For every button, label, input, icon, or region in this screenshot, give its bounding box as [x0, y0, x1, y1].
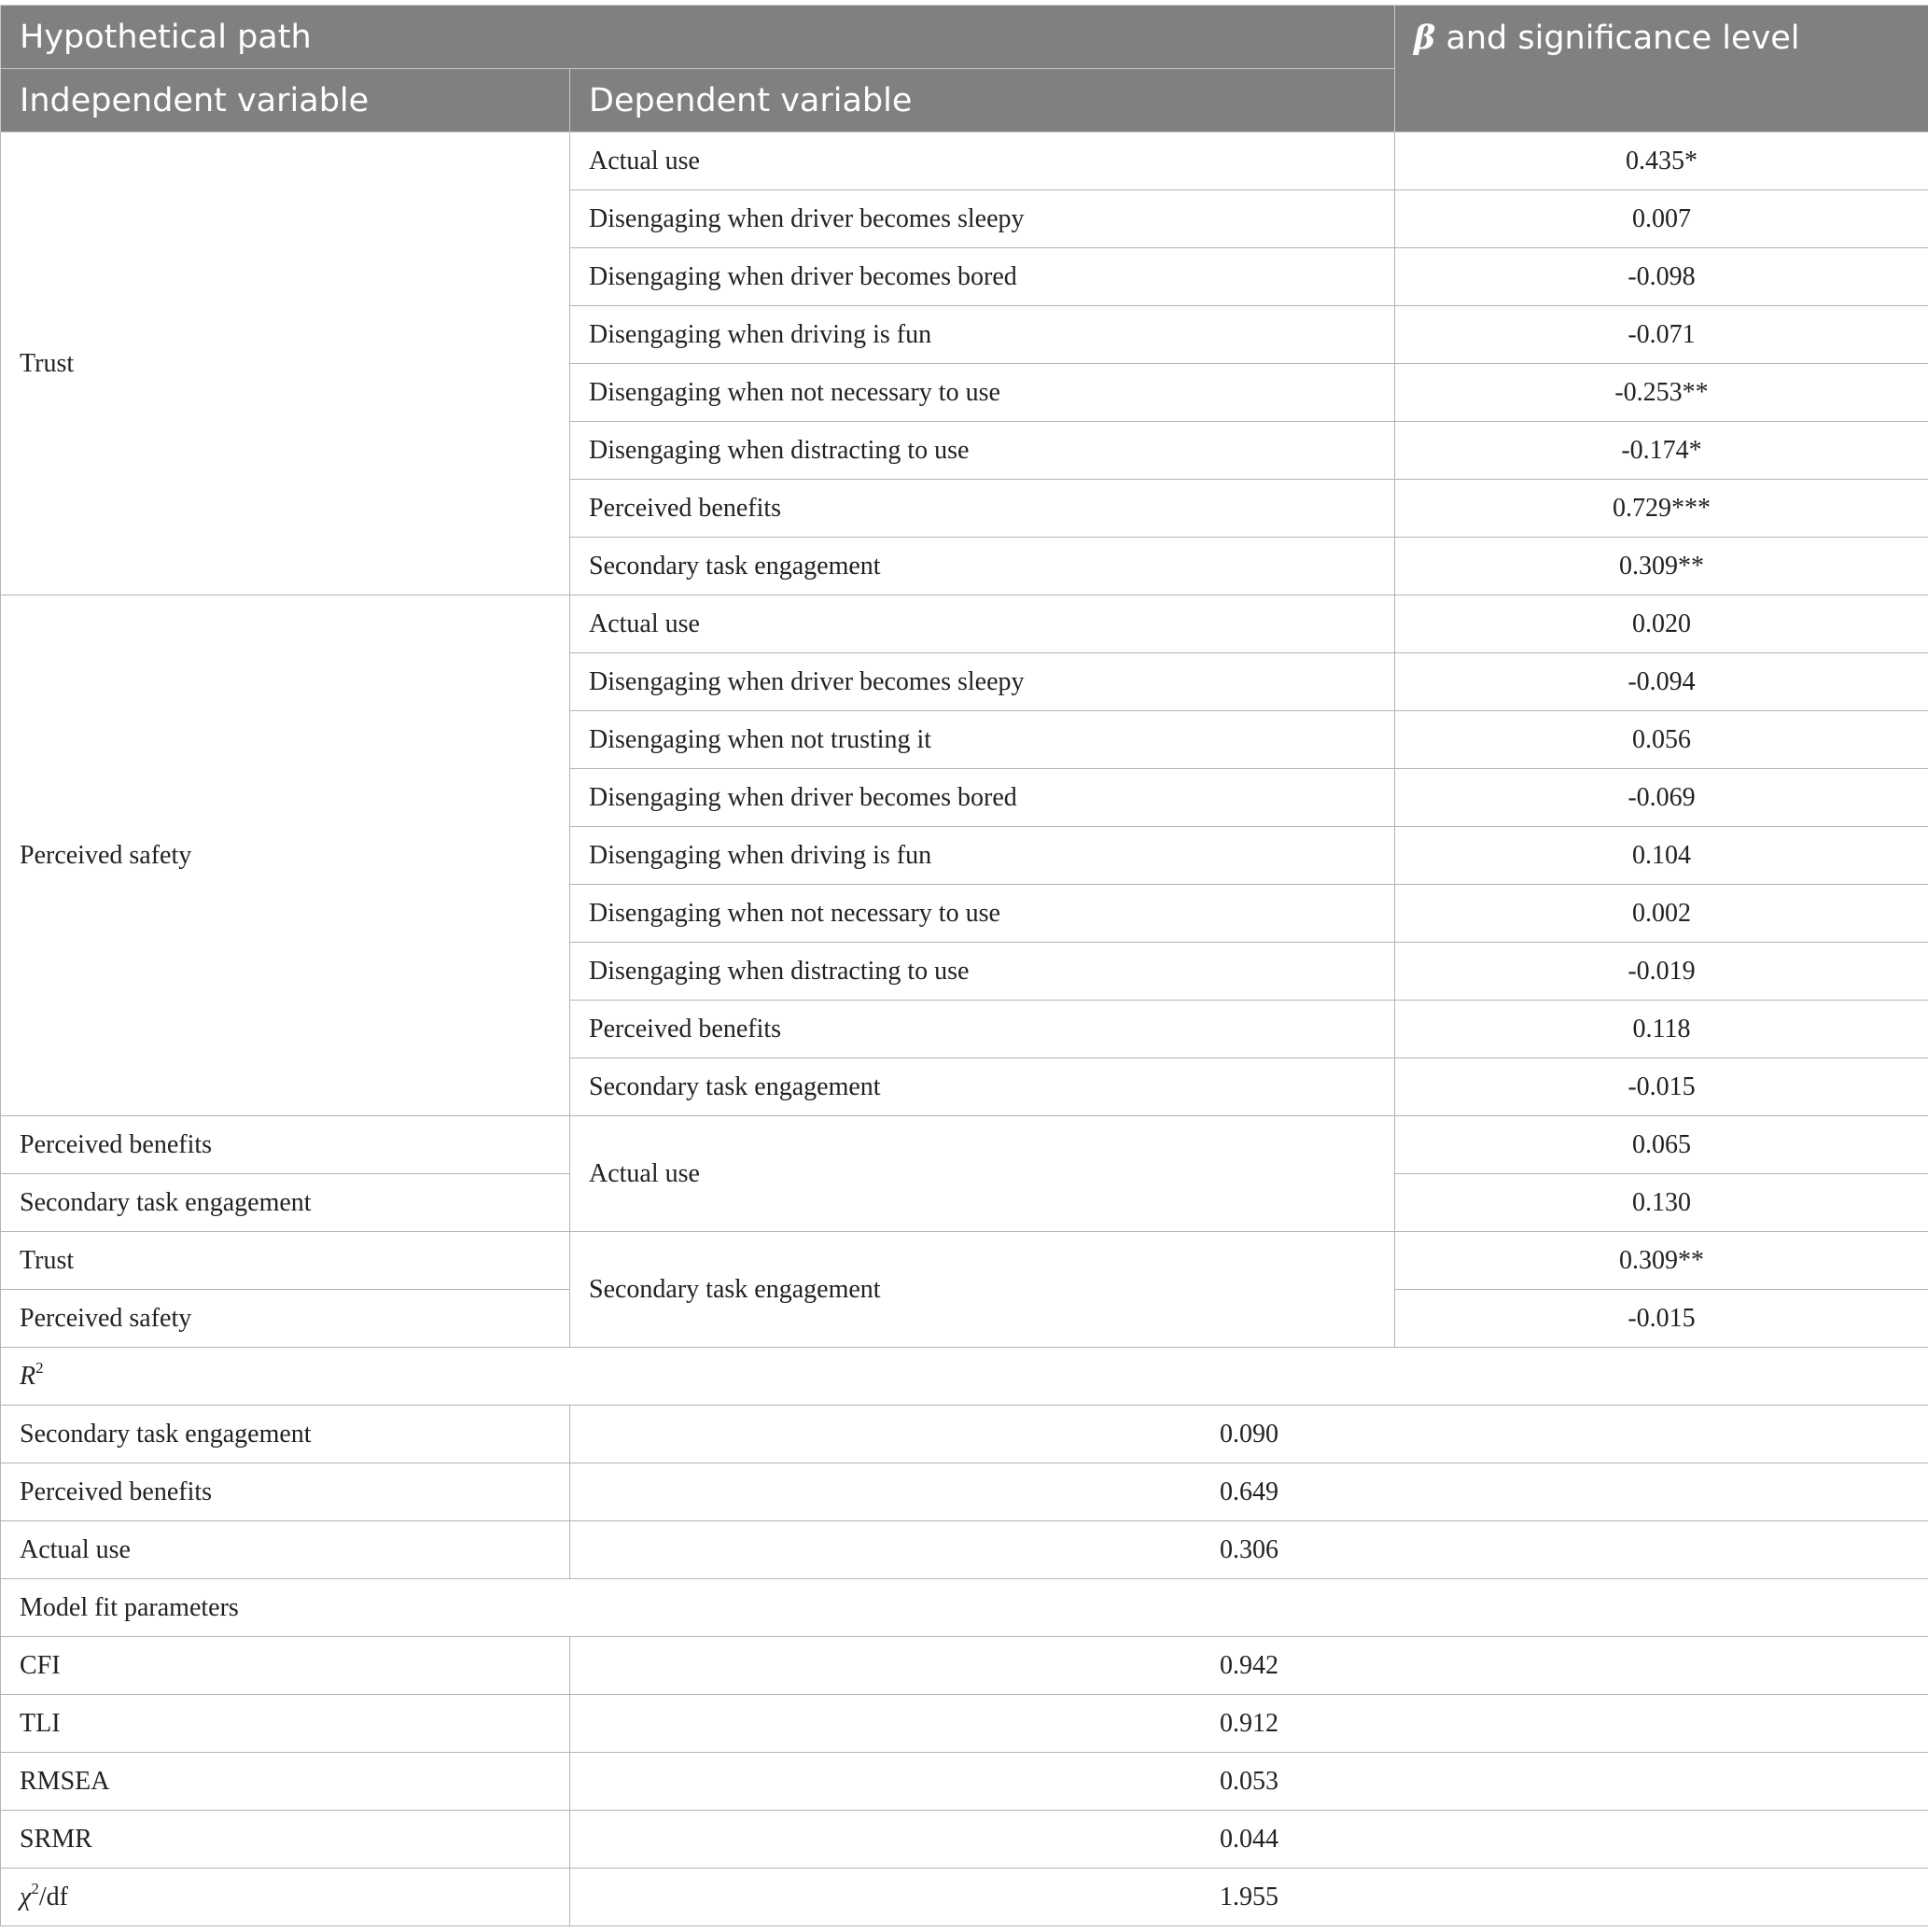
dependent-cell: Disengaging when not necessary to use [570, 364, 1395, 422]
table-row [1, 1116, 1928, 1174]
fit-value: 0.942 [570, 1637, 1928, 1695]
beta-cell: -0.015 [1395, 1290, 1928, 1348]
beta-cell: 0.309** [1395, 538, 1928, 595]
beta-cell: -0.098 [1395, 248, 1928, 306]
fit-value: 0.912 [570, 1695, 1928, 1753]
dependent-cell: Disengaging when driver becomes sleepy [570, 653, 1395, 711]
table-body [1, 133, 1928, 1926]
fit-value: 0.044 [570, 1811, 1928, 1869]
header-dependent: Dependent variable [570, 69, 1395, 133]
table-row [1, 1811, 1928, 1869]
dependent-cell: Actual use [570, 595, 1395, 653]
dependent-cell: Disengaging when not necessary to use [570, 885, 1395, 943]
fit-label-chi [1, 1869, 570, 1926]
beta-cell: 0.007 [1395, 190, 1928, 248]
section-row-r2 [1, 1348, 1928, 1406]
fit-value: 0.053 [570, 1753, 1928, 1811]
beta-cell: -0.015 [1395, 1058, 1928, 1116]
dependent-cell: Secondary task engagement [570, 538, 1395, 595]
beta-label: and significance level [1435, 20, 1800, 57]
dependent-cell: Disengaging when driving is fun [570, 306, 1395, 364]
beta-cell: 0.020 [1395, 595, 1928, 653]
beta-cell: -0.071 [1395, 306, 1928, 364]
header-beta [1395, 6, 1928, 133]
dependent-cell: Perceived benefits [570, 1001, 1395, 1058]
beta-cell: -0.069 [1395, 769, 1928, 827]
r2-label: Secondary task engagement [1, 1406, 570, 1463]
table-row [1, 1406, 1928, 1463]
dependent-cell: Disengaging when not trusting it [570, 711, 1395, 769]
dependent-cell: Secondary task engagement [570, 1058, 1395, 1116]
table-row [1, 1869, 1928, 1926]
table-row [1, 595, 1928, 653]
independent-cell: Trust [1, 1232, 570, 1290]
dependent-cell: Secondary task engagement [570, 1232, 1395, 1348]
r2-symbol: R [20, 1361, 36, 1391]
dependent-cell: Disengaging when driver becomes sleepy [570, 190, 1395, 248]
r2-value: 0.090 [570, 1406, 1928, 1463]
dependent-cell: Disengaging when distracting to use [570, 422, 1395, 480]
independent-cell: Secondary task engagement [1, 1174, 570, 1232]
beta-cell: -0.019 [1395, 943, 1928, 1001]
fit-label: SRMR [1, 1811, 570, 1869]
r2-label: Perceived benefits [1, 1463, 570, 1521]
beta-cell: 0.309** [1395, 1232, 1928, 1290]
dependent-cell: Actual use [570, 133, 1395, 190]
table-row [1, 1463, 1928, 1521]
beta-cell: 0.065 [1395, 1116, 1928, 1174]
independent-cell: Perceived benefits [1, 1116, 570, 1174]
r2-value: 0.306 [570, 1521, 1928, 1579]
chi-symbol: χ [20, 1882, 32, 1911]
r2-label: Actual use [1, 1521, 570, 1579]
beta-cell: 0.435* [1395, 133, 1928, 190]
beta-cell: 0.056 [1395, 711, 1928, 769]
dependent-cell: Actual use [570, 1116, 1395, 1232]
header-independent: Independent variable [1, 69, 570, 133]
table-row [1, 1753, 1928, 1811]
fit-label: TLI [1, 1695, 570, 1753]
results-table-wrapper [0, 5, 1928, 1926]
section-row-fit [1, 1579, 1928, 1637]
table-row [1, 1232, 1928, 1290]
chi-superscript: 2 [31, 1879, 39, 1897]
dependent-cell: Disengaging when driver becomes bored [570, 248, 1395, 306]
independent-cell: Trust [1, 133, 570, 595]
header-hypothetical-path: Hypothetical path [1, 6, 1395, 69]
dependent-cell: Disengaging when driving is fun [570, 827, 1395, 885]
table-row [1, 133, 1928, 190]
beta-cell: 0.130 [1395, 1174, 1928, 1232]
table-row [1, 1695, 1928, 1753]
beta-cell: -0.094 [1395, 653, 1928, 711]
chi-suffix: /df [38, 1882, 68, 1911]
fit-heading: Model fit parameters [1, 1579, 1928, 1637]
independent-cell: Perceived safety [1, 1290, 570, 1348]
r2-superscript: 2 [35, 1358, 44, 1377]
beta-cell: 0.729*** [1395, 480, 1928, 538]
beta-cell: 0.104 [1395, 827, 1928, 885]
r2-value: 0.649 [570, 1463, 1928, 1521]
table-row [1, 1637, 1928, 1695]
independent-cell: Perceived safety [1, 595, 570, 1116]
dependent-cell: Disengaging when distracting to use [570, 943, 1395, 1001]
beta-cell: 0.002 [1395, 885, 1928, 943]
r2-heading [1, 1348, 1928, 1406]
fit-label: CFI [1, 1637, 570, 1695]
sem-results-table [0, 5, 1928, 1926]
fit-value: 1.955 [570, 1869, 1928, 1926]
header-row-1 [1, 6, 1928, 69]
beta-cell: -0.253** [1395, 364, 1928, 422]
beta-symbol: β [1414, 19, 1436, 57]
table-row [1, 1521, 1928, 1579]
beta-cell: 0.118 [1395, 1001, 1928, 1058]
dependent-cell: Perceived benefits [570, 480, 1395, 538]
dependent-cell: Disengaging when driver becomes bored [570, 769, 1395, 827]
fit-label: RMSEA [1, 1753, 570, 1811]
beta-cell: -0.174* [1395, 422, 1928, 480]
